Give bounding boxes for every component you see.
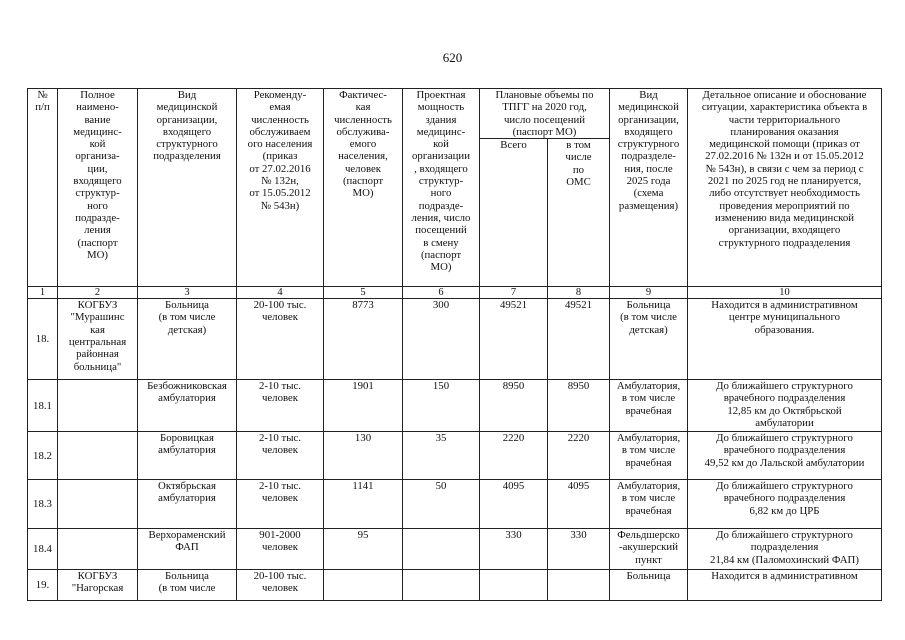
row-number: 19. xyxy=(28,570,58,601)
planned-total: 330 xyxy=(480,529,548,570)
org-type: Больница (в том числе xyxy=(138,570,237,601)
column-number: 4 xyxy=(237,287,324,299)
capacity: 35 xyxy=(403,432,480,480)
table-row xyxy=(28,380,882,432)
planned-oms: 2220 xyxy=(548,432,610,480)
table-row xyxy=(28,529,882,570)
org-name xyxy=(58,480,138,529)
capacity xyxy=(403,529,480,570)
type-after-2025: Больница (в том числе детская) xyxy=(610,299,688,380)
header-col-actual: Фактичес- кая численность обслужива- емого населения, человек (паспорт МО) xyxy=(324,89,403,287)
type-after-2025: Фельдшерско -акушерский пункт xyxy=(610,529,688,570)
type-after-2025: Амбулатория, в том числе врачебная xyxy=(610,380,688,432)
header-col-org-name: Полное наимено- вание медицинс- кой организа- ции, входящего структур- ного подразде- ления (паспорт МО) xyxy=(58,89,138,287)
column-numbers-row xyxy=(28,287,882,299)
header-col-description: Детальное описание и обоснование ситуации, характеристика объекта в части территориального планирования оказания медицинской помощи (приказ от 27.02.2016 № 132н и от 15.05.2012 № 543н), в связи с чем за период с 2021 по 2025 год не планируется, либо отсутствует необходимость проведения мероприятий по изменению вида медицинской организации, входящего структурного подразделения xyxy=(688,89,882,287)
column-number: 9 xyxy=(610,287,688,299)
table-row xyxy=(28,570,882,601)
capacity: 150 xyxy=(403,380,480,432)
header-col-oms: в том числе по ОМС xyxy=(548,139,610,287)
row-number: 18.2 xyxy=(28,432,58,480)
header-col-org-type: Вид медицинской организации, входящего структурного подразделения xyxy=(138,89,237,287)
org-name xyxy=(58,380,138,432)
table-row xyxy=(28,480,882,529)
type-after-2025: Больница xyxy=(610,570,688,601)
planned-total: 4095 xyxy=(480,480,548,529)
column-number: 2 xyxy=(58,287,138,299)
header-col-number: № п/п xyxy=(28,89,58,287)
row-number: 18.3 xyxy=(28,480,58,529)
planned-oms xyxy=(548,570,610,601)
recommended-population: 2-10 тыс. человек xyxy=(237,432,324,480)
recommended-population: 20-100 тыс. человек xyxy=(237,570,324,601)
recommended-population: 2-10 тыс. человек xyxy=(237,380,324,432)
org-name: КОГБУЗ "Нагорская xyxy=(58,570,138,601)
org-type: Больница (в том числе детская) xyxy=(138,299,237,380)
planned-oms: 8950 xyxy=(548,380,610,432)
recommended-population: 20-100 тыс. человек xyxy=(237,299,324,380)
header-col-total: Всего xyxy=(480,139,548,287)
table-row xyxy=(28,432,882,480)
table-row xyxy=(28,299,882,380)
header-col-planned-volumes: Плановые объемы по ТПГГ на 2020 год, число посещений (паспорт МО) xyxy=(480,89,610,139)
header-col-type-after-2025: Вид медицинской организации, входящего структурного подразделе- ния, после 2025 года (схема размещения) xyxy=(610,89,688,287)
org-name xyxy=(58,432,138,480)
actual-population: 1141 xyxy=(324,480,403,529)
org-type: Октябрьская амбулатория xyxy=(138,480,237,529)
description: Находится в административном центре муниципального образования. xyxy=(688,299,882,380)
org-type: Верхораменский ФАП xyxy=(138,529,237,570)
planned-oms: 49521 xyxy=(548,299,610,380)
org-name xyxy=(58,529,138,570)
org-type: Безбожниковская амбулатория xyxy=(138,380,237,432)
type-after-2025: Амбулатория, в том числе врачебная xyxy=(610,432,688,480)
row-number: 18.4 xyxy=(28,529,58,570)
column-number: 1 xyxy=(28,287,58,299)
planned-total: 8950 xyxy=(480,380,548,432)
description: Находится в административном xyxy=(688,570,882,601)
column-number: 8 xyxy=(548,287,610,299)
recommended-population: 901-2000 человек xyxy=(237,529,324,570)
page-number: 620 xyxy=(442,50,463,65)
capacity: 50 xyxy=(403,480,480,529)
actual-population: 95 xyxy=(324,529,403,570)
actual-population xyxy=(324,570,403,601)
org-name: КОГБУЗ "Мурашинс кая центральная районная больница" xyxy=(58,299,138,380)
header-row xyxy=(28,89,882,139)
medical-organizations-table xyxy=(27,88,882,601)
row-number: 18. xyxy=(28,299,58,380)
planned-total xyxy=(480,570,548,601)
recommended-population: 2-10 тыс. человек xyxy=(237,480,324,529)
column-number: 5 xyxy=(324,287,403,299)
capacity: 300 xyxy=(403,299,480,380)
header-col-capacity: Проектная мощность здания медицинс- кой организации , входящего структур- ного подразде- ления, число посещений в смену (паспорт МО) xyxy=(403,89,480,287)
row-number: 18.1 xyxy=(28,380,58,432)
capacity xyxy=(403,570,480,601)
planned-oms: 330 xyxy=(548,529,610,570)
description: До ближайшего структурного врачебного подразделения 49,52 км до Лальской амбулатории xyxy=(688,432,882,480)
actual-population: 1901 xyxy=(324,380,403,432)
type-after-2025: Амбулатория, в том числе врачебная xyxy=(610,480,688,529)
column-number: 6 xyxy=(403,287,480,299)
description: До ближайшего структурного врачебного подразделения 12,85 км до Октябрьской амбулатории xyxy=(688,380,882,432)
description: До ближайшего структурного врачебного подразделения 6,82 км до ЦРБ xyxy=(688,480,882,529)
org-type: Боровицкая амбулатория xyxy=(138,432,237,480)
column-number: 10 xyxy=(688,287,882,299)
description: До ближайшего структурного подразделения 21,84 км (Паломохинский ФАП) xyxy=(688,529,882,570)
actual-population: 8773 xyxy=(324,299,403,380)
planned-oms: 4095 xyxy=(548,480,610,529)
planned-total: 2220 xyxy=(480,432,548,480)
column-number: 3 xyxy=(138,287,237,299)
actual-population: 130 xyxy=(324,432,403,480)
header-col-recommended: Рекоменду- емая численность обслуживаем ого населения (приказ от 27.02.2016 № 132н, от 15.05.2012 № 543н) xyxy=(237,89,324,287)
planned-total: 49521 xyxy=(480,299,548,380)
column-number: 7 xyxy=(480,287,548,299)
